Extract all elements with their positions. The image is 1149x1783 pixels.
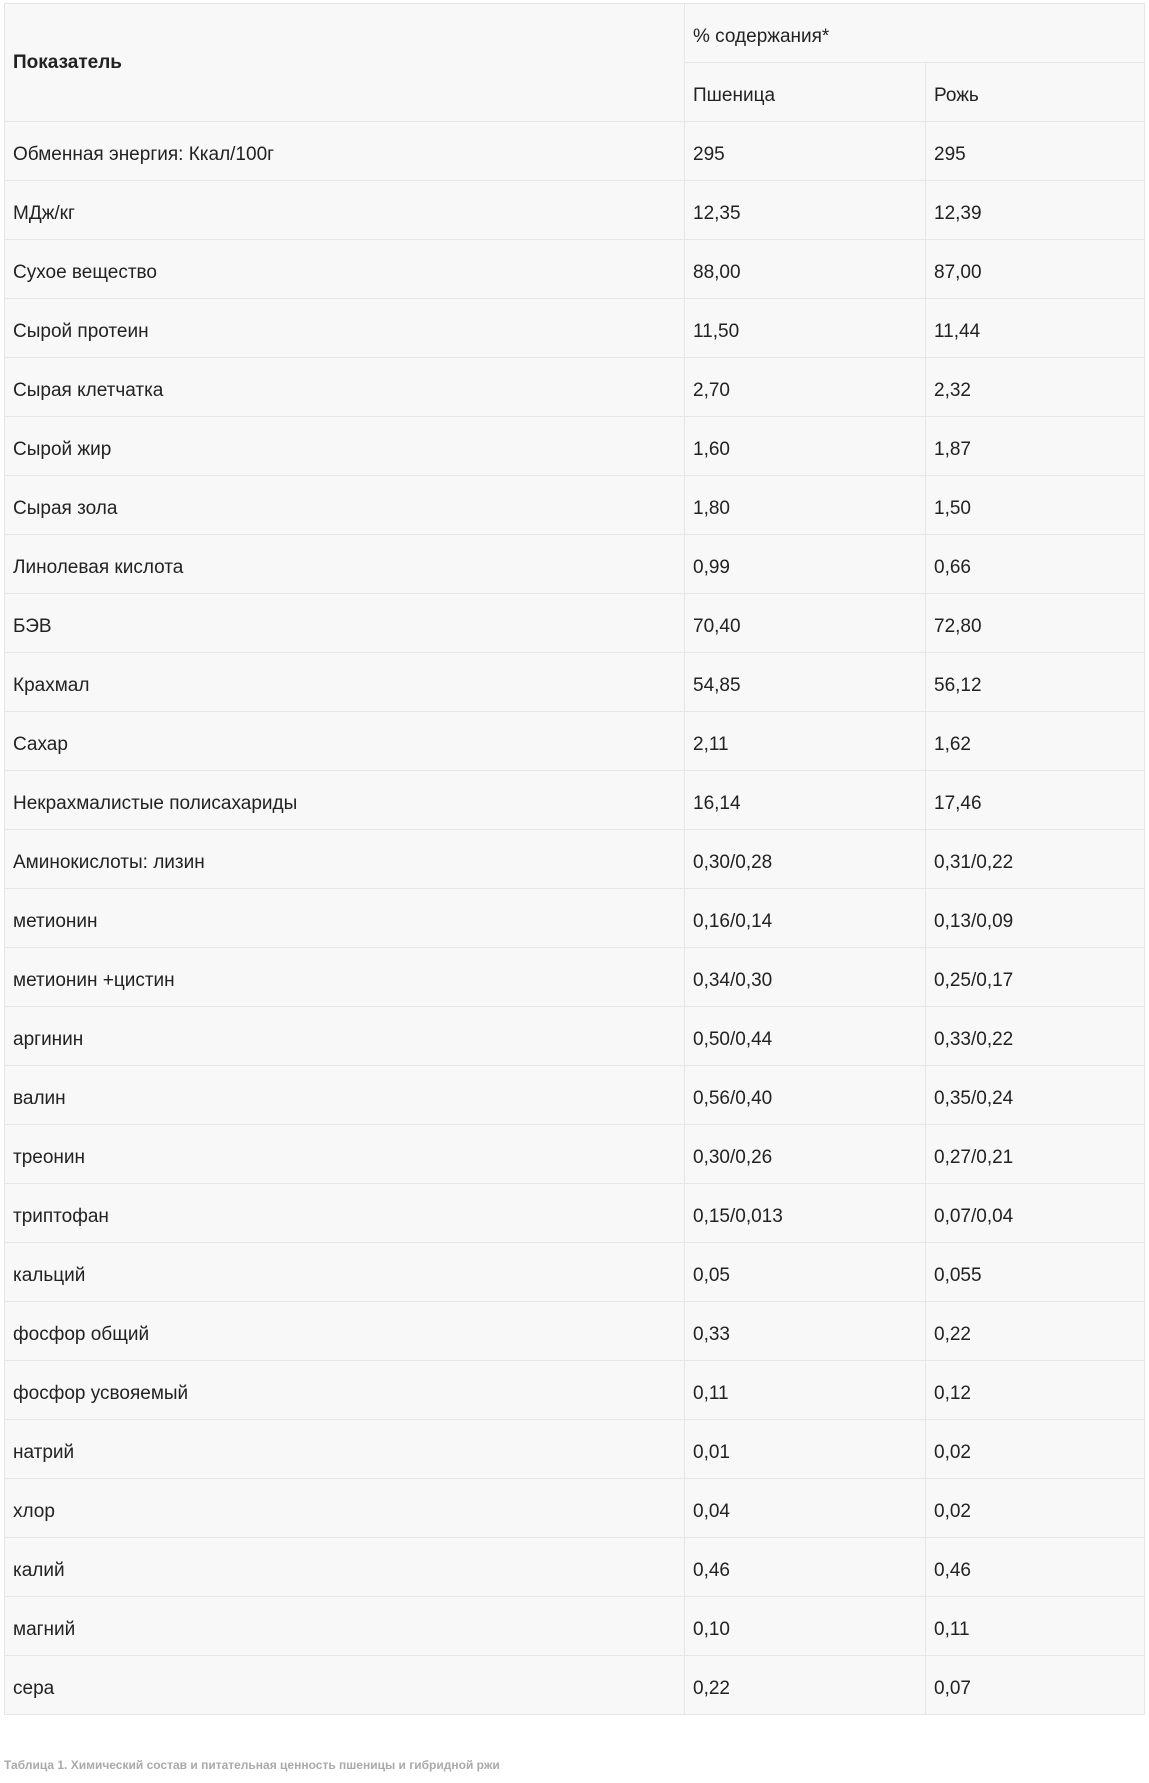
- row-rye-value: 17,46: [926, 771, 1145, 830]
- table-row: [5, 358, 1145, 417]
- row-rye-value: 1,50: [926, 476, 1145, 535]
- row-rye-value: 0,02: [926, 1420, 1145, 1479]
- table-row: [5, 948, 1145, 1007]
- row-wheat-value: 295: [685, 122, 926, 181]
- row-label: Сахар: [5, 712, 685, 771]
- row-rye-value: 0,07/0,04: [926, 1184, 1145, 1243]
- row-rye-value: 87,00: [926, 240, 1145, 299]
- table-row: [5, 653, 1145, 712]
- row-label: магний: [5, 1597, 685, 1656]
- row-wheat-value: 1,60: [685, 417, 926, 476]
- header-rye: Рожь: [926, 63, 1145, 122]
- nutrition-table-container: [4, 3, 1144, 1715]
- row-label: натрий: [5, 1420, 685, 1479]
- row-label: метионин +цистин: [5, 948, 685, 1007]
- row-rye-value: 12,39: [926, 181, 1145, 240]
- row-wheat-value: 0,16/0,14: [685, 889, 926, 948]
- row-rye-value: 0,02: [926, 1479, 1145, 1538]
- row-label: хлор: [5, 1479, 685, 1538]
- table-row: [5, 240, 1145, 299]
- row-wheat-value: 1,80: [685, 476, 926, 535]
- header-row-1: [5, 4, 1145, 63]
- row-wheat-value: 0,30/0,28: [685, 830, 926, 889]
- nutrition-table: [4, 3, 1145, 1715]
- row-wheat-value: 0,50/0,44: [685, 1007, 926, 1066]
- row-label: валин: [5, 1066, 685, 1125]
- row-rye-value: 0,07: [926, 1656, 1145, 1715]
- row-wheat-value: 0,05: [685, 1243, 926, 1302]
- table-row: [5, 122, 1145, 181]
- table-row: [5, 889, 1145, 948]
- row-rye-value: 1,62: [926, 712, 1145, 771]
- table-row: [5, 771, 1145, 830]
- row-label: кальций: [5, 1243, 685, 1302]
- table-row: [5, 1420, 1145, 1479]
- row-label: метионин: [5, 889, 685, 948]
- row-label: триптофан: [5, 1184, 685, 1243]
- table-row: [5, 1656, 1145, 1715]
- row-label: аргинин: [5, 1007, 685, 1066]
- table-row: [5, 1066, 1145, 1125]
- row-wheat-value: 0,15/0,013: [685, 1184, 926, 1243]
- row-wheat-value: 0,46: [685, 1538, 926, 1597]
- row-rye-value: 0,27/0,21: [926, 1125, 1145, 1184]
- table-row: [5, 1597, 1145, 1656]
- table-row: [5, 181, 1145, 240]
- row-rye-value: 0,055: [926, 1243, 1145, 1302]
- row-rye-value: 295: [926, 122, 1145, 181]
- row-rye-value: 1,87: [926, 417, 1145, 476]
- row-wheat-value: 12,35: [685, 181, 926, 240]
- table-row: [5, 476, 1145, 535]
- row-label: Аминокислоты: лизин: [5, 830, 685, 889]
- row-label: Сырой жир: [5, 417, 685, 476]
- row-rye-value: 2,32: [926, 358, 1145, 417]
- row-rye-value: 0,12: [926, 1361, 1145, 1420]
- table-row: [5, 299, 1145, 358]
- row-label: Сырой протеин: [5, 299, 685, 358]
- table-row: [5, 830, 1145, 889]
- row-wheat-value: 70,40: [685, 594, 926, 653]
- table-row: [5, 712, 1145, 771]
- row-rye-value: 72,80: [926, 594, 1145, 653]
- row-label: фосфор общий: [5, 1302, 685, 1361]
- table-row: [5, 594, 1145, 653]
- row-label: Линолевая кислота: [5, 535, 685, 594]
- row-rye-value: 0,22: [926, 1302, 1145, 1361]
- row-label: Крахмал: [5, 653, 685, 712]
- row-wheat-value: 2,11: [685, 712, 926, 771]
- row-label: МДж/кг: [5, 181, 685, 240]
- row-wheat-value: 88,00: [685, 240, 926, 299]
- table-row: [5, 1184, 1145, 1243]
- row-wheat-value: 0,34/0,30: [685, 948, 926, 1007]
- row-rye-value: 0,13/0,09: [926, 889, 1145, 948]
- row-wheat-value: 2,70: [685, 358, 926, 417]
- row-rye-value: 0,35/0,24: [926, 1066, 1145, 1125]
- table-body: [5, 122, 1145, 1715]
- table-row: [5, 535, 1145, 594]
- row-label: Некрахмалистые полисахариды: [5, 771, 685, 830]
- row-rye-value: 56,12: [926, 653, 1145, 712]
- row-label: БЭВ: [5, 594, 685, 653]
- row-wheat-value: 11,50: [685, 299, 926, 358]
- row-wheat-value: 0,11: [685, 1361, 926, 1420]
- table-row: [5, 1007, 1145, 1066]
- table-row: [5, 417, 1145, 476]
- header-content-group: % содержания*: [685, 4, 1145, 63]
- table-row: [5, 1243, 1145, 1302]
- row-rye-value: 0,46: [926, 1538, 1145, 1597]
- row-wheat-value: 0,01: [685, 1420, 926, 1479]
- row-label: фосфор усвояемый: [5, 1361, 685, 1420]
- row-wheat-value: 0,10: [685, 1597, 926, 1656]
- row-wheat-value: 0,33: [685, 1302, 926, 1361]
- table-row: [5, 1125, 1145, 1184]
- row-label: Сухое вещество: [5, 240, 685, 299]
- row-rye-value: 11,44: [926, 299, 1145, 358]
- row-label: треонин: [5, 1125, 685, 1184]
- row-wheat-value: 0,04: [685, 1479, 926, 1538]
- row-rye-value: 0,66: [926, 535, 1145, 594]
- row-label: Сырая зола: [5, 476, 685, 535]
- row-wheat-value: 0,99: [685, 535, 926, 594]
- row-wheat-value: 0,30/0,26: [685, 1125, 926, 1184]
- row-rye-value: 0,25/0,17: [926, 948, 1145, 1007]
- row-rye-value: 0,33/0,22: [926, 1007, 1145, 1066]
- table-row: [5, 1361, 1145, 1420]
- row-wheat-value: 16,14: [685, 771, 926, 830]
- table-row: [5, 1538, 1145, 1597]
- row-wheat-value: 54,85: [685, 653, 926, 712]
- row-label: Сырая клетчатка: [5, 358, 685, 417]
- header-parameter: Показатель: [5, 4, 685, 122]
- row-rye-value: 0,11: [926, 1597, 1145, 1656]
- row-wheat-value: 0,56/0,40: [685, 1066, 926, 1125]
- row-label: калий: [5, 1538, 685, 1597]
- row-wheat-value: 0,22: [685, 1656, 926, 1715]
- row-label: Обменная энергия: Ккал/100г: [5, 122, 685, 181]
- header-wheat: Пшеница: [685, 63, 926, 122]
- table-row: [5, 1302, 1145, 1361]
- table-caption: Таблица 1. Химический состав и питательная ценность пшеницы и гибридной ржи: [4, 1758, 500, 1772]
- row-label: сера: [5, 1656, 685, 1715]
- table-row: [5, 1479, 1145, 1538]
- row-rye-value: 0,31/0,22: [926, 830, 1145, 889]
